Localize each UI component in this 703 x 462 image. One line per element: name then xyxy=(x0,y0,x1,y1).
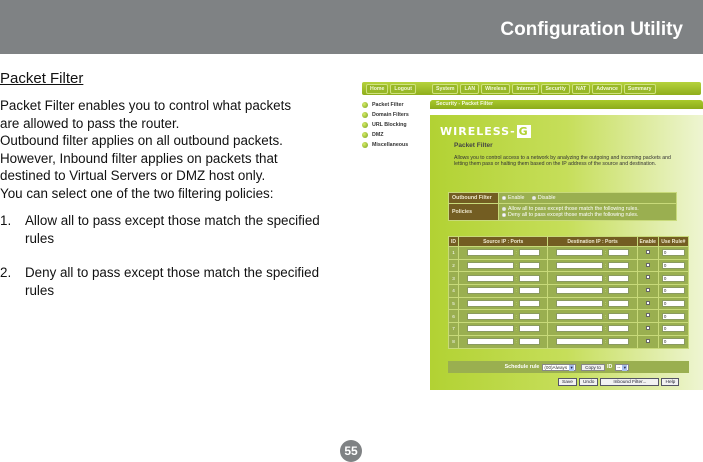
side-item-label: URL Blocking xyxy=(372,122,407,128)
rules-table xyxy=(448,236,689,349)
source-port-input[interactable] xyxy=(519,313,540,320)
enable-checkbox[interactable] xyxy=(646,275,650,279)
rule-id: 7 xyxy=(449,323,459,336)
dest-port-input[interactable] xyxy=(608,249,629,256)
save-button[interactable]: Save xyxy=(558,378,577,386)
radio-allow-label: Allow all to pass except those match the following rules. xyxy=(508,206,639,212)
rule-cell xyxy=(658,247,688,260)
source-cell: : xyxy=(459,285,548,298)
source-cell: : xyxy=(459,310,548,323)
dest-cell: : xyxy=(548,323,637,336)
side-item-label: DMZ xyxy=(372,132,384,138)
nav-nat[interactable]: NAT xyxy=(572,84,590,94)
enable-cell xyxy=(637,310,658,323)
source-port-input[interactable] xyxy=(519,249,540,256)
rule-id: 4 xyxy=(449,285,459,298)
source-port-input[interactable] xyxy=(519,300,540,307)
router-screenshot xyxy=(362,82,703,390)
source-port-input[interactable] xyxy=(519,275,540,282)
header-enable: Enable xyxy=(637,237,658,247)
radio-deny-label: Deny all to pass except those match the following rules. xyxy=(508,212,639,218)
content-title: Security - Packet Filter xyxy=(430,100,703,109)
dest-cell: : xyxy=(548,285,637,298)
use-rule-input[interactable]: 0 xyxy=(662,325,685,332)
rule-id: 1 xyxy=(449,247,459,260)
bullet-icon xyxy=(362,122,368,128)
enable-checkbox[interactable] xyxy=(646,339,650,343)
schedule-label: Schedule rule xyxy=(504,364,540,370)
dest-port-input[interactable] xyxy=(608,338,629,345)
dest-port-input[interactable] xyxy=(608,300,629,307)
radio-deny-all[interactable] xyxy=(502,213,506,217)
policies-row xyxy=(449,204,677,221)
enable-cell xyxy=(637,259,658,272)
rule-id: 3 xyxy=(449,272,459,285)
enable-cell xyxy=(637,297,658,310)
bullet-icon xyxy=(362,142,368,148)
header-destination: Destination IP : Ports xyxy=(548,237,637,247)
side-item-label: Domain Filters xyxy=(372,112,409,118)
doc-heading: Packet Filter xyxy=(0,70,84,87)
dest-ip-input[interactable] xyxy=(556,325,603,332)
dest-port-input[interactable] xyxy=(608,262,629,269)
dest-cell: : xyxy=(548,272,637,285)
source-cell: : xyxy=(459,272,548,285)
use-rule-input[interactable]: 0 xyxy=(662,300,685,307)
dest-port-input[interactable] xyxy=(608,313,629,320)
table-row xyxy=(449,310,689,323)
dest-port-input[interactable] xyxy=(608,275,629,282)
enable-checkbox[interactable] xyxy=(646,301,650,305)
source-port-input[interactable] xyxy=(519,262,540,269)
side-item-url-blocking[interactable] xyxy=(362,120,430,130)
nav-security[interactable]: Security xyxy=(541,84,569,94)
enable-checkbox[interactable] xyxy=(646,250,650,254)
list-item xyxy=(0,264,340,299)
header-bar xyxy=(0,0,703,54)
table-row xyxy=(449,285,689,298)
source-ip-input[interactable] xyxy=(467,300,514,307)
table-row xyxy=(449,259,689,272)
nav-internet[interactable]: Internet xyxy=(512,84,539,94)
side-item-label: Miscellaneous xyxy=(372,142,409,148)
table-row xyxy=(449,247,689,260)
list-number: 1. xyxy=(0,213,12,228)
rule-cell xyxy=(658,323,688,336)
bullet-icon xyxy=(362,102,368,108)
source-ip-input[interactable] xyxy=(467,249,514,256)
content-panel xyxy=(430,100,703,390)
rule-id: 2 xyxy=(449,259,459,272)
bullet-icon xyxy=(362,112,368,118)
copy-to-button[interactable]: Copy to xyxy=(581,364,605,371)
dest-ip-input[interactable] xyxy=(556,275,603,282)
table-row xyxy=(449,297,689,310)
list-number: 2. xyxy=(0,265,12,280)
source-port-input[interactable] xyxy=(519,338,540,345)
nav-home[interactable]: Home xyxy=(366,84,388,94)
enable-checkbox[interactable] xyxy=(646,326,650,330)
policy-list xyxy=(0,212,340,299)
source-ip-input[interactable] xyxy=(467,313,514,320)
list-item xyxy=(0,212,340,247)
section-description: Allows you to control access to a network by analyzing the outgoing and incoming packets and letting them pass or halting them based on the IP address of the source and destination. xyxy=(454,155,671,168)
dest-ip-input[interactable] xyxy=(556,249,603,256)
radio-enable-label: Enable xyxy=(508,195,525,201)
nav-system[interactable]: System xyxy=(432,84,458,94)
rule-id: 5 xyxy=(449,297,459,310)
header-title: Configuration Utility xyxy=(500,19,683,40)
source-ip-input[interactable] xyxy=(467,275,514,282)
dest-cell: : xyxy=(548,247,637,260)
table-row xyxy=(449,323,689,336)
rule-id: 6 xyxy=(449,310,459,323)
rule-cell xyxy=(658,335,688,348)
source-port-input[interactable] xyxy=(519,325,540,332)
dest-ip-input[interactable] xyxy=(556,262,603,269)
outbound-filter-options xyxy=(499,193,677,204)
dest-cell: : xyxy=(548,335,637,348)
side-item-label: Packet Filter xyxy=(372,102,404,108)
help-button[interactable]: Help xyxy=(661,378,679,386)
id-label: ID xyxy=(606,364,613,370)
enable-cell xyxy=(637,285,658,298)
paragraph-line: However, Inbound filter applies on packets that xyxy=(0,150,278,166)
doc-paragraph xyxy=(0,97,340,202)
rule-cell xyxy=(658,272,688,285)
source-ip-input[interactable] xyxy=(467,287,514,294)
source-port-input[interactable] xyxy=(519,287,540,294)
nav-lan[interactable]: LAN xyxy=(460,84,479,94)
use-rule-input[interactable]: 0 xyxy=(662,262,685,269)
dest-ip-input[interactable] xyxy=(556,287,603,294)
inbound-filter-button[interactable]: Inbound Filter... xyxy=(600,378,659,386)
enable-checkbox[interactable] xyxy=(646,288,650,292)
rule-cell xyxy=(658,259,688,272)
nav-logout[interactable]: Logout xyxy=(390,84,416,94)
schedule-value: (00)Always xyxy=(544,364,568,370)
policies-options xyxy=(499,204,677,221)
use-rule-input[interactable]: 0 xyxy=(662,275,685,282)
enable-checkbox[interactable] xyxy=(646,313,650,317)
brand-logo xyxy=(440,125,531,138)
schedule-select[interactable] xyxy=(542,364,576,371)
list-text: Deny all to pass except those match the specified rules xyxy=(25,265,320,298)
content-divider xyxy=(430,109,703,115)
side-nav xyxy=(362,100,430,150)
side-item-dmz[interactable] xyxy=(362,130,430,140)
bullet-icon xyxy=(362,132,368,138)
enable-cell xyxy=(637,323,658,336)
brand-g: G xyxy=(518,125,529,138)
use-rule-input[interactable]: 0 xyxy=(662,313,685,320)
rules-header-row xyxy=(449,237,689,247)
side-item-packet-filter[interactable] xyxy=(362,100,430,110)
policies-label: Policies xyxy=(449,204,499,221)
source-cell: : xyxy=(459,247,548,260)
action-buttons xyxy=(558,378,681,386)
header-id: ID xyxy=(449,237,459,247)
id-select[interactable] xyxy=(615,364,629,371)
source-cell: : xyxy=(459,335,548,348)
header-source: Source IP : Ports xyxy=(459,237,548,247)
dest-port-input[interactable] xyxy=(608,287,629,294)
table-row xyxy=(449,272,689,285)
nav-wireless[interactable]: Wireless xyxy=(481,84,510,94)
side-item-miscellaneous[interactable] xyxy=(362,140,430,150)
paragraph-line: are allowed to pass the router. xyxy=(0,115,180,131)
paragraph-line: destined to Virtual Servers or DMZ host only. xyxy=(0,168,266,183)
source-ip-input[interactable] xyxy=(467,262,514,269)
outbound-filter-row xyxy=(449,193,677,204)
enable-cell xyxy=(637,272,658,285)
schedule-row xyxy=(448,361,689,373)
enable-cell xyxy=(637,335,658,348)
chevron-down-icon: ▾ xyxy=(623,364,626,370)
top-nav xyxy=(362,82,701,95)
source-cell: : xyxy=(459,297,548,310)
rule-cell xyxy=(658,297,688,310)
dest-port-input[interactable] xyxy=(608,325,629,332)
use-rule-input[interactable]: 0 xyxy=(662,249,685,256)
doc-text xyxy=(0,70,340,316)
source-ip-input[interactable] xyxy=(467,338,514,345)
radio-enable[interactable] xyxy=(502,196,506,200)
paragraph-line: You can select one of the two filtering policies: xyxy=(0,185,274,201)
dest-cell: : xyxy=(548,259,637,272)
source-cell: : xyxy=(459,323,548,336)
table-row xyxy=(449,335,689,348)
dest-ip-input[interactable] xyxy=(556,338,603,345)
source-cell: : xyxy=(459,259,548,272)
policy-table xyxy=(448,192,677,221)
rule-id: 8 xyxy=(449,335,459,348)
paragraph-line: Outbound filter applies on all outbound packets. xyxy=(0,133,283,148)
chevron-down-icon: ▾ xyxy=(570,364,573,370)
dest-ip-input[interactable] xyxy=(556,313,603,320)
outbound-filter-label: Outbound Filter xyxy=(449,193,499,204)
header-use-rule: Use Rule# xyxy=(658,237,688,247)
rule-cell xyxy=(658,285,688,298)
paragraph-line: Packet Filter enables you to control what packets xyxy=(0,98,292,113)
use-rule-input[interactable]: 0 xyxy=(662,338,685,345)
dest-cell: : xyxy=(548,310,637,323)
enable-cell xyxy=(637,247,658,260)
radio-allow-all[interactable] xyxy=(502,207,506,211)
dest-ip-input[interactable] xyxy=(556,300,603,307)
dest-cell: : xyxy=(548,297,637,310)
source-ip-input[interactable] xyxy=(467,325,514,332)
rule-cell xyxy=(658,310,688,323)
nav-summary[interactable]: Summary xyxy=(624,84,656,94)
brand-text: WIRELESS- xyxy=(440,125,516,138)
id-value: -- xyxy=(617,364,621,370)
enable-checkbox[interactable] xyxy=(646,263,650,267)
radio-disable-label: Disable xyxy=(537,195,556,201)
list-text: Allow all to pass except those match the specified rules xyxy=(25,213,320,246)
radio-disable[interactable] xyxy=(532,196,536,200)
side-item-domain-filters[interactable] xyxy=(362,110,430,120)
nav-advance[interactable]: Advance xyxy=(592,84,622,94)
section-title: Packet Filter xyxy=(454,142,493,149)
undo-button[interactable]: Undo xyxy=(579,378,598,386)
use-rule-input[interactable]: 0 xyxy=(662,287,685,294)
page-number: 55 xyxy=(340,440,362,462)
